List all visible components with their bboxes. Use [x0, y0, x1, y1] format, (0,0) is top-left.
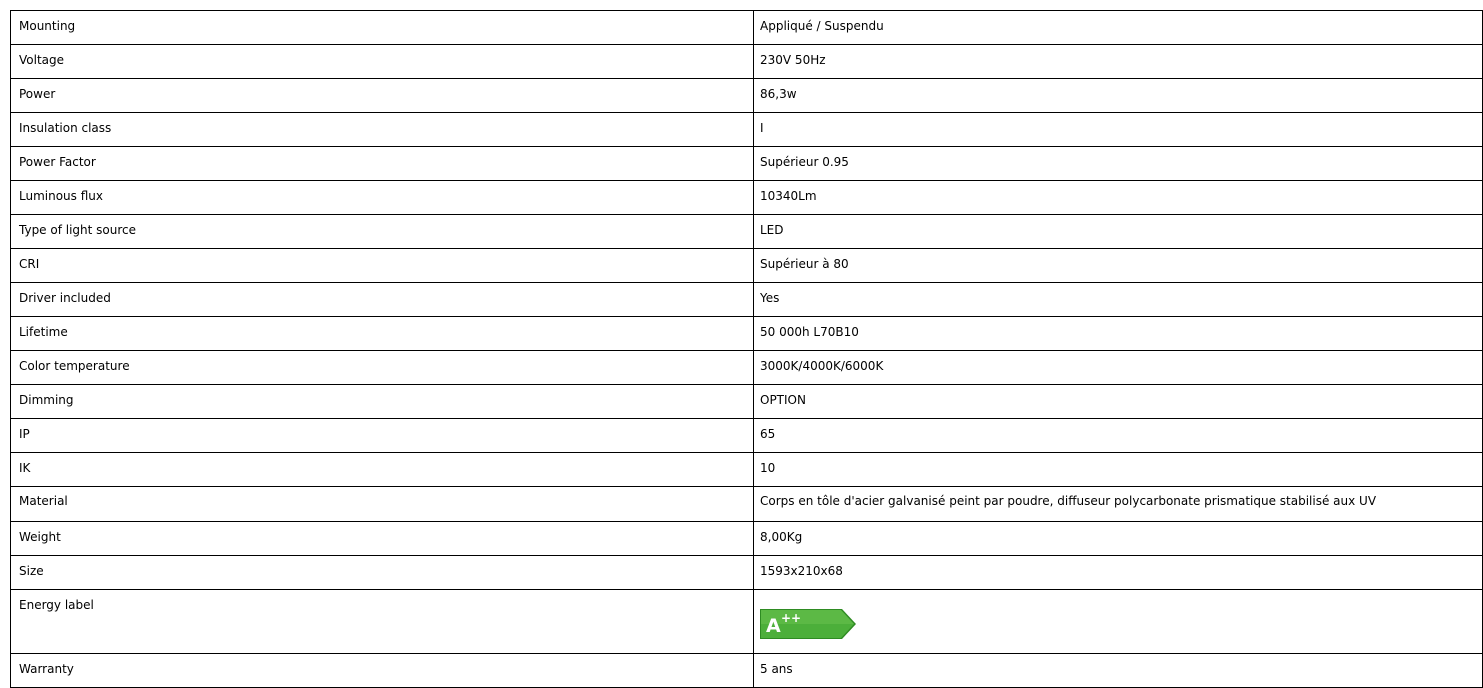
spec-value: LED — [754, 215, 1483, 249]
spec-value: 10 — [754, 453, 1483, 487]
spec-label: Power Factor — [11, 147, 754, 181]
spec-row-energy-label — [11, 590, 1483, 654]
spec-value: 10340Lm — [754, 181, 1483, 215]
spec-row-lifetime — [11, 317, 1483, 351]
energy-arrow-icon — [760, 609, 856, 639]
spec-label: Insulation class — [11, 113, 754, 147]
spec-row-size — [11, 556, 1483, 590]
spec-value: Corps en tôle d'acier galvanisé peint par poudre, diffuseur polycarbonate prismatique stabilisé aux UV — [754, 487, 1483, 522]
spec-value: 65 — [754, 419, 1483, 453]
spec-label: Mounting — [11, 11, 754, 45]
spec-label: Luminous flux — [11, 181, 754, 215]
spec-label: Energy label — [11, 590, 754, 654]
spec-value: 230V 50Hz — [754, 45, 1483, 79]
spec-value: 86,3w — [754, 79, 1483, 113]
spec-label: Dimming — [11, 385, 754, 419]
spec-value: Yes — [754, 283, 1483, 317]
spec-row-color-temperature — [11, 351, 1483, 385]
spec-value: 8,00Kg — [754, 522, 1483, 556]
energy-class-letter: A — [766, 615, 781, 637]
spec-row-driver-included — [11, 283, 1483, 317]
spec-row-ip — [11, 419, 1483, 453]
spec-row-luminous-flux — [11, 181, 1483, 215]
spec-label: Power — [11, 79, 754, 113]
spec-label: IK — [11, 453, 754, 487]
spec-label: Weight — [11, 522, 754, 556]
energy-class-plus: ++ — [781, 611, 802, 625]
spec-value: Supérieur 0.95 — [754, 147, 1483, 181]
spec-row-power-factor — [11, 147, 1483, 181]
spec-label: Voltage — [11, 45, 754, 79]
spec-value: 1593x210x68 — [754, 556, 1483, 590]
spec-row-ik — [11, 453, 1483, 487]
spec-label: Material — [11, 487, 754, 522]
spec-row-voltage — [11, 45, 1483, 79]
spec-label: Color temperature — [11, 351, 754, 385]
spec-label: Size — [11, 556, 754, 590]
spec-row-light-source — [11, 215, 1483, 249]
spec-value: 50 000h L70B10 — [754, 317, 1483, 351]
spec-label: Lifetime — [11, 317, 754, 351]
spec-label: Driver included — [11, 283, 754, 317]
energy-class-badge — [760, 609, 1458, 639]
spec-row-insulation-class — [11, 113, 1483, 147]
spec-row-warranty — [11, 654, 1483, 688]
spec-value: 3000K/4000K/6000K — [754, 351, 1483, 385]
spec-value: I — [754, 113, 1483, 147]
spec-value: OPTION — [754, 385, 1483, 419]
spec-value: Supérieur à 80 — [754, 249, 1483, 283]
spec-label: IP — [11, 419, 754, 453]
spec-value: Appliqué / Suspendu — [754, 11, 1483, 45]
spec-row-material — [11, 487, 1483, 522]
spec-label: CRI — [11, 249, 754, 283]
spec-label: Warranty — [11, 654, 754, 688]
specifications-table — [10, 10, 1483, 688]
spec-row-mounting — [11, 11, 1483, 45]
spec-value: 5 ans — [754, 654, 1483, 688]
spec-row-cri — [11, 249, 1483, 283]
spec-row-dimming — [11, 385, 1483, 419]
spec-label: Type of light source — [11, 215, 754, 249]
spec-value — [754, 590, 1483, 654]
spec-row-weight — [11, 522, 1483, 556]
spec-row-power — [11, 79, 1483, 113]
